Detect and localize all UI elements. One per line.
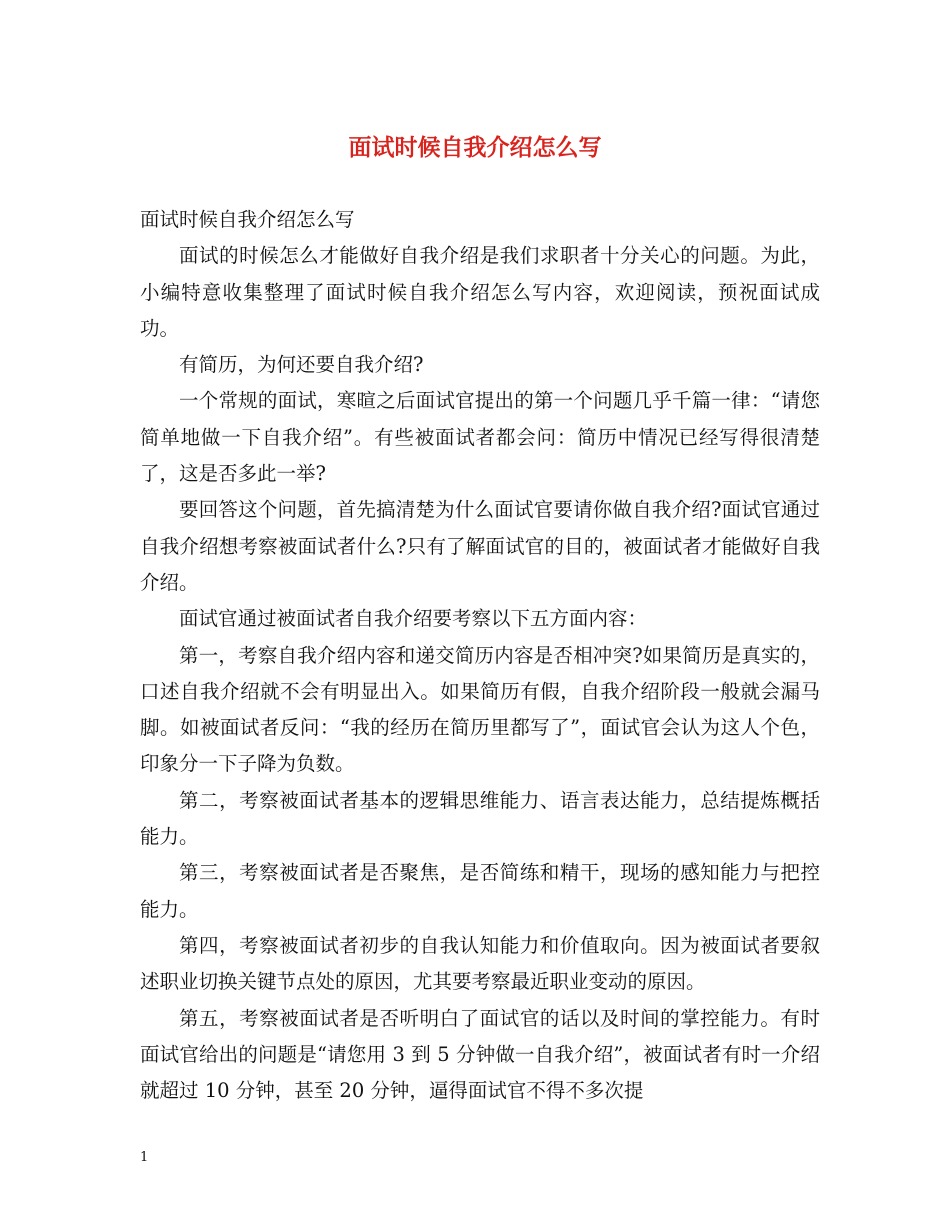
paragraph-fourth: 第四，考察被面试者初步的自我认知能力和价值取向。因为被面试者要叙述职业切换关键节点处的原因，尤其要考察最近职业变动的原因。: [140, 933, 820, 994]
paragraph-third: 第三，考察被面试者是否聚焦，是否简练和精干，现场的感知能力与把控能力。: [140, 861, 820, 921]
paragraph-second: 第二，考察被面试者基本的逻辑思维能力、语言表达能力，总结提炼概括能力。: [140, 788, 820, 849]
paragraph-routine-interview: 一个常规的面试，寒暄之后面试官提出的第一个问题几乎千篇一律：“请您简单地做一下自我介绍”。有些被面试者都会问：简历中情况已经写得很清楚了，这是否多此一举?: [140, 389, 820, 486]
page-title: 面试时候自我介绍怎么写: [348, 134, 602, 161]
document-body: [140, 202, 820, 1109]
document-subtitle: 面试时候自我介绍怎么写: [140, 208, 355, 231]
paragraph-answer: 要回答这个问题，首先搞清楚为什么面试官要请你做自我介绍?面试官通过自我介绍想考察被面试者什么?只有了解面试官的目的，被面试者才能做好自我介绍。: [140, 498, 820, 594]
paragraph-first: 第一，考察自我介绍内容和递交简历内容是否相冲突?如果简历是真实的，口述自我介绍就不会有明显出入。如果简历有假，自我介绍阶段一般就会漏马脚。如被面试者反问：“我的经历在简历里都写了”，面试官会认为这人个色，印象分一下子降为负数。: [140, 643, 820, 776]
paragraph-fifth: 第五，考察被面试者是否听明白了面试官的话以及时间的掌控能力。有时面试官给出的问题是“请您用 3 到 5 分钟做一自我介绍”，被面试者有时一介绍就超过 10 分钟，甚至 20 分钟，逼得面试官不得不多次提: [140, 1006, 820, 1103]
paragraph-intro: 面试的时候怎么才能做好自我介绍是我们求职者十分关心的问题。为此，小编特意收集整理了面试时候自我介绍怎么写内容，欢迎阅读，预祝面试成功。: [140, 244, 820, 340]
page-number: 1: [140, 1150, 149, 1165]
paragraph-five-aspects: 面试官通过被面试者自我介绍要考察以下五方面内容：: [179, 607, 648, 631]
paragraph-question: 有简历，为何还要自我介绍?: [179, 353, 424, 377]
